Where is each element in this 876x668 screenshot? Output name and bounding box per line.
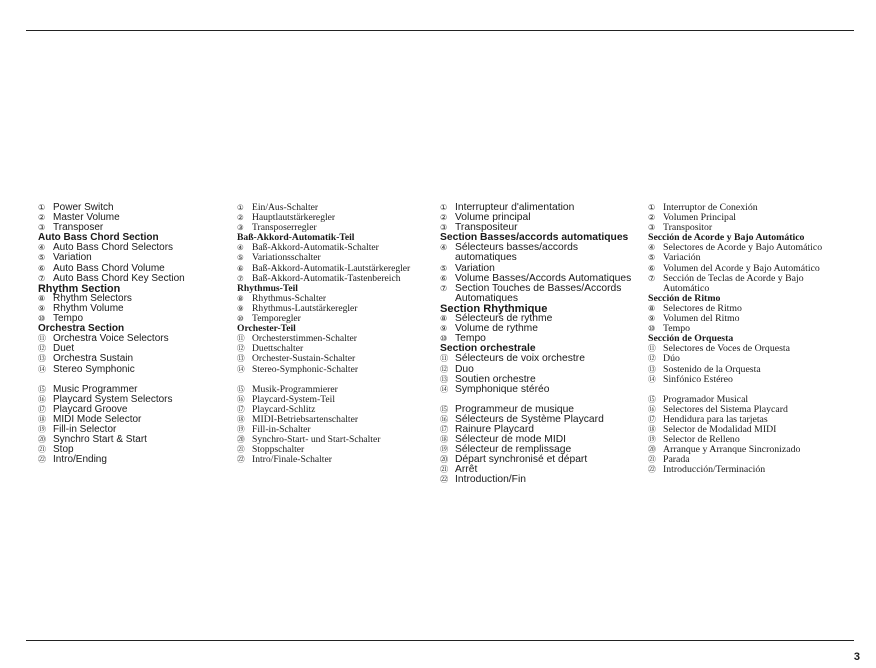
legend-label: Transposer (53, 222, 104, 234)
legend-label: Duet (53, 343, 75, 355)
legend-item (648, 414, 822, 424)
legend-label: Sostenido de la Orquesta (663, 363, 761, 375)
legend-label: Power Switch (53, 202, 114, 213)
legend-item (648, 424, 822, 434)
legend-item (648, 303, 822, 313)
legend-item (648, 263, 822, 273)
section-heading: Sección de Orquesta (648, 333, 734, 345)
legend-label: Variation (53, 252, 92, 264)
legend-label: Variación (663, 252, 701, 264)
legend-label: Stop (53, 444, 74, 456)
legend-number: ⑩ (648, 324, 656, 334)
legend-item (237, 434, 410, 444)
legend-number: ④ (38, 243, 46, 253)
legend-item (440, 434, 631, 444)
legend-number: ㉒ (648, 465, 656, 475)
legend-label: Volumen del Ritmo (663, 313, 740, 325)
legend-label: Baß-Akkord-Automatik-Lautstärkeregler (252, 262, 411, 274)
legend-item (38, 212, 185, 222)
legend-label: Stereo-Symphonic-Schalter (252, 363, 359, 375)
legend-number: ⑥ (440, 273, 448, 283)
legend-item (237, 202, 410, 212)
legend-item (648, 202, 822, 212)
legend-number: ⑫ (648, 354, 656, 364)
legend-column-french (440, 202, 631, 485)
legend-number: ⑬ (38, 354, 46, 364)
legend-label: Volume de rythme (455, 323, 538, 335)
legend-number: ⑦ (648, 273, 656, 283)
legend-label: Volume principal (455, 212, 531, 224)
legend-item (440, 263, 631, 273)
legend-item (38, 303, 185, 313)
legend-label: Playcard-System-Teil (252, 393, 335, 405)
legend-number: ⑰ (237, 404, 245, 414)
legend-label: Transpositeur (455, 222, 518, 234)
bottom-rule (26, 640, 854, 641)
legend-item (237, 384, 410, 394)
legend-label: Symphonique stéréo (455, 383, 550, 395)
legend-label: Selectores de Acorde y Bajo Automático (663, 242, 823, 254)
legend-number: ⑰ (440, 424, 449, 434)
legend-number: ㉑ (38, 445, 46, 455)
legend-label: Programador Musical (663, 393, 749, 405)
legend-label: Playcard System Selectors (53, 393, 173, 405)
legend-label: Volumen Principal (663, 212, 737, 224)
legend-column-spanish (648, 202, 822, 474)
legend-label: Hauptlautstärkeregler (252, 212, 336, 224)
legend-number: ⑯ (440, 414, 449, 424)
legend-number: ㉒ (237, 455, 245, 465)
legend-label: Hendidura para las tarjetas (663, 413, 768, 425)
legend-item (38, 444, 185, 454)
legend-spacer (38, 374, 185, 384)
legend-number: ⑭ (440, 384, 449, 394)
legend-item (237, 343, 410, 353)
legend-item (38, 293, 185, 303)
legend-label: Playcard-Schlitz (252, 403, 316, 415)
legend-label: Arranque y Arranque Sincronizado (663, 444, 801, 456)
legend-number: ⑧ (648, 303, 656, 313)
legend-item (440, 202, 631, 212)
legend-number: ⑩ (237, 314, 244, 324)
legend-item (237, 273, 410, 283)
legend-number: ⑱ (648, 424, 656, 434)
legend-label: Interruptor de Conexión (663, 202, 758, 213)
legend-item (648, 252, 822, 262)
legend-label: Duo (455, 363, 474, 375)
legend-item (237, 353, 410, 363)
legend-number: ⑥ (38, 263, 46, 273)
legend-number: ⑬ (440, 374, 449, 384)
legend-label: Volume Basses/Accords Automatiques (455, 272, 632, 284)
legend-spacer (237, 374, 410, 384)
legend-number: ⑭ (648, 374, 656, 384)
legend-number: ④ (440, 243, 448, 253)
legend-item (38, 454, 185, 464)
legend-item (648, 394, 822, 404)
legend-number: ⑤ (38, 253, 46, 263)
legend-number: ㉑ (237, 445, 245, 455)
legend-label: Stereo Symphonic (53, 363, 135, 375)
legend-item (237, 303, 410, 313)
legend-item-continuation: Automático (663, 282, 710, 294)
legend-item (648, 374, 822, 384)
legend-number: ⑯ (648, 404, 656, 414)
legend-item (440, 464, 631, 474)
legend-number: ⑱ (38, 414, 46, 424)
legend-item (237, 313, 410, 323)
legend-label: Sélecteur de mode MIDI (455, 434, 567, 446)
legend-item (440, 474, 631, 484)
legend-item (440, 313, 631, 323)
legend-item (440, 424, 631, 434)
legend-item (440, 353, 631, 363)
legend-number: ⑥ (648, 263, 656, 273)
legend-number: ⑳ (648, 445, 656, 455)
legend-number: ② (38, 213, 46, 223)
section-heading: Section orchestrale (440, 343, 536, 355)
legend-label: Rainure Playcard (455, 423, 534, 435)
legend-label: Variation (455, 262, 495, 274)
legend-item (38, 414, 185, 424)
legend-item (648, 222, 822, 232)
legend-item (648, 364, 822, 374)
legend-number: ① (648, 203, 656, 212)
legend-item (648, 323, 822, 333)
legend-label: Rhythmus-Schalter (252, 292, 327, 304)
legend-label: Music Programmer (53, 383, 138, 395)
legend-item (440, 384, 631, 394)
legend-number: ⑦ (440, 283, 448, 293)
legend-number: ⑳ (237, 435, 245, 445)
legend-label: Départ synchronisé et départ (455, 454, 588, 466)
legend-item (38, 313, 185, 323)
legend-item (38, 222, 185, 232)
legend-item (237, 444, 410, 454)
legend-item (38, 202, 185, 212)
legend-label: Sinfónico Estéreo (663, 373, 733, 385)
legend-number: ⑥ (237, 263, 244, 273)
legend-label: Arrêt (455, 464, 478, 476)
section-heading: Baß-Akkord-Automatik-Teil (237, 232, 355, 244)
legend-item (38, 242, 185, 252)
legend-number: ③ (38, 223, 46, 233)
legend-spacer (648, 384, 822, 394)
legend-column-english (38, 202, 185, 464)
legend-item (237, 242, 410, 252)
legend-label: Auto Bass Chord Key Section (53, 272, 185, 284)
legend-label: Soutien orchestre (455, 373, 536, 385)
legend-item (440, 283, 631, 293)
legend-label: Baß-Akkord-Automatik-Tastenbereich (252, 272, 401, 284)
legend-number: ⑪ (237, 334, 245, 344)
legend-label: Rhythm Volume (53, 302, 124, 314)
legend-label: Orchestra Voice Selectors (53, 333, 169, 345)
legend-item (38, 333, 185, 343)
legend-item (648, 313, 822, 323)
legend-item (440, 364, 631, 374)
legend-number: ㉒ (38, 455, 46, 465)
legend-item (648, 353, 822, 363)
section-heading: Auto Bass Chord Section (38, 232, 159, 244)
legend-label: Tempo (53, 313, 84, 325)
legend-number: ⑪ (648, 344, 656, 354)
legend-number: ⑲ (440, 445, 449, 455)
legend-number: ⑱ (237, 414, 245, 424)
legend-item (237, 263, 410, 273)
section-heading: Section Basses/accords automatiques (440, 232, 629, 244)
legend-number: ⑳ (38, 435, 46, 445)
legend-item (440, 212, 631, 222)
legend-item (648, 454, 822, 464)
legend-item (38, 434, 185, 444)
legend-column-german (237, 202, 410, 464)
legend-label: Orchestra Sustain (53, 353, 134, 365)
legend-label: Interrupteur d'alimentation (455, 202, 575, 213)
section-heading: Section Rhythmique (440, 302, 548, 315)
legend-label: Volumen del Acorde y Bajo Automático (663, 262, 820, 274)
legend-item (38, 394, 185, 404)
legend-item (237, 424, 410, 434)
legend-label: Sélecteurs de voix orchestre (455, 353, 585, 365)
legend-item (38, 273, 185, 283)
legend-label: Stoppschalter (252, 444, 305, 456)
legend-number: ⑫ (440, 364, 449, 374)
legend-label: Intro/Finale-Schalter (252, 454, 332, 466)
legend-label: Baß-Akkord-Automatik-Schalter (252, 242, 379, 254)
legend-label: Fill-in Selector (53, 423, 117, 435)
legend-item (237, 293, 410, 303)
legend-label: Playcard Groove (53, 403, 128, 415)
legend-number: ② (648, 213, 656, 223)
legend-number: ⑧ (440, 314, 448, 324)
legend-item (237, 212, 410, 222)
legend-label: Master Volume (53, 212, 120, 224)
legend-number: ① (38, 203, 46, 212)
legend-number: ⑮ (38, 384, 46, 394)
legend-number: ② (440, 213, 448, 223)
legend-item-continuation: Automatiques (455, 292, 518, 304)
legend-item (237, 404, 410, 414)
legend-label: Rhythmus-Lautstärkeregler (252, 302, 358, 314)
legend-item (648, 212, 822, 222)
legend-item (440, 222, 631, 232)
section-heading: Orchester-Teil (237, 323, 296, 335)
legend-item (38, 252, 185, 262)
legend-number: ⑩ (38, 314, 46, 324)
legend-number: ⑯ (237, 394, 245, 404)
legend-item (38, 424, 185, 434)
legend-label: Sélecteur de remplissage (455, 444, 572, 456)
legend-label: MIDI Mode Selector (53, 413, 142, 425)
legend-item (648, 464, 822, 474)
legend-label: Fill-in-Schalter (252, 423, 311, 435)
legend-number: ① (237, 203, 244, 212)
legend-number: ⑦ (38, 273, 46, 283)
legend-item (440, 444, 631, 454)
legend-number: ④ (648, 243, 656, 253)
legend-label: Tempo (663, 323, 691, 335)
legend-number: ⑲ (648, 435, 656, 445)
legend-label: Orchesterstimmen-Schalter (252, 333, 357, 345)
legend-label: Sélecteurs de Système Playcard (455, 413, 604, 425)
legend-number: ⑫ (237, 344, 245, 354)
legend-label: Synchro-Start- und Start-Schalter (252, 434, 381, 446)
section-heading: Orchestra Section (38, 323, 125, 335)
legend-number: ⑯ (38, 394, 46, 404)
legend-item (648, 242, 822, 252)
legend-item (237, 394, 410, 404)
legend-label: Sélecteurs de rythme (455, 313, 553, 325)
legend-spacer (440, 394, 631, 404)
legend-item (648, 444, 822, 454)
legend-item (440, 273, 631, 283)
legend-label: Selectores de Voces de Orquesta (663, 343, 790, 355)
legend-label: Transpositor (663, 222, 713, 234)
legend-item-continuation: automatiques (455, 252, 517, 264)
legend-number: ㉑ (648, 455, 656, 465)
section-heading: Rhythm Section (38, 282, 121, 295)
legend-item (440, 242, 631, 252)
legend-number: ⑫ (38, 344, 46, 354)
legend-label: Musik-Programmierer (252, 383, 338, 395)
legend-label: Selector de Relleno (663, 434, 740, 446)
legend-number: ㉑ (440, 465, 449, 475)
legend-label: Selectores del Sistema Playcard (663, 403, 788, 415)
legend-item (38, 404, 185, 414)
legend-label: Rhythm Selectors (53, 292, 132, 304)
legend-label: Auto Bass Chord Selectors (53, 242, 174, 254)
legend-number: ② (237, 213, 244, 223)
legend-number: ⑰ (648, 414, 656, 424)
legend-number: ⑭ (237, 364, 245, 374)
legend-label: Transposerregler (252, 222, 317, 234)
legend-number: ⑨ (648, 314, 656, 324)
legend-label: Dúo (663, 353, 680, 365)
legend-item (38, 353, 185, 363)
legend-label: Selectores de Ritmo (663, 302, 742, 314)
legend-label: Orchester-Sustain-Schalter (252, 353, 356, 365)
legend-item (440, 404, 631, 414)
legend-label: Programmeur de musique (455, 403, 575, 415)
section-heading: Sección de Ritmo (648, 292, 721, 304)
legend-label: MIDI-Betriebsartenschalter (252, 413, 359, 425)
legend-item (38, 343, 185, 353)
legend-item (648, 343, 822, 353)
section-heading: Rhythmus-Teil (237, 282, 298, 294)
legend-item (648, 273, 822, 283)
legend-label: Intro/Ending (53, 454, 107, 466)
legend-label: Temporegler (252, 313, 301, 325)
legend-item (237, 222, 410, 232)
legend-number: ⑲ (38, 424, 46, 434)
legend-label: Selector de Modalidad MIDI (663, 423, 777, 435)
top-rule (26, 30, 854, 31)
legend-label: Section Touches de Basses/Accords (455, 282, 622, 294)
legend-number: ⑰ (38, 404, 46, 414)
legend-item (440, 323, 631, 333)
legend-number: ㉒ (440, 475, 449, 485)
legend-label: Ein/Aus-Schalter (252, 202, 319, 213)
legend-number: ⑮ (648, 394, 656, 404)
legend-item (38, 364, 185, 374)
legend-number: ④ (237, 243, 244, 253)
legend-item (440, 374, 631, 384)
legend-number: ⑤ (440, 263, 448, 273)
legend-item (237, 364, 410, 374)
legend-item (237, 414, 410, 424)
legend-label: Introducción/Terminación (663, 464, 766, 476)
legend-number: ⑪ (440, 354, 449, 364)
legend-number: ⑳ (440, 455, 449, 465)
legend-item (440, 454, 631, 464)
legend-item (440, 414, 631, 424)
legend-number: ⑨ (440, 324, 448, 334)
legend-label: Parada (663, 454, 690, 466)
legend-number: ③ (648, 223, 656, 233)
legend-label: Variationsschalter (252, 252, 321, 264)
legend-number: ⑤ (237, 253, 244, 263)
legend-label: Synchro Start & Start (53, 434, 147, 446)
legend-number: ⑮ (440, 404, 449, 414)
legend-number: ⑦ (237, 273, 244, 283)
legend-number: ⑧ (237, 293, 244, 303)
page-number: 3 (853, 651, 860, 663)
legend-number: ⑨ (237, 303, 244, 313)
legend-number: ③ (237, 223, 244, 233)
legend-label: Sección de Teclas de Acorde y Bajo (663, 272, 804, 284)
legend-number: ① (440, 203, 448, 212)
legend-item (648, 434, 822, 444)
legend-number: ⑲ (237, 424, 245, 434)
legend-item (648, 404, 822, 414)
legend-item (38, 384, 185, 394)
legend-number: ⑮ (237, 384, 245, 394)
legend-number: ⑬ (237, 354, 245, 364)
legend-item (237, 333, 410, 343)
legend-label: Duettschalter (252, 343, 304, 355)
legend-number: ⑩ (440, 334, 448, 344)
legend-label: Tempo (455, 333, 486, 345)
legend-number: ⑱ (440, 435, 449, 445)
legend-number: ⑧ (38, 293, 46, 303)
legend-label: Sélecteurs basses/accords (455, 242, 579, 254)
legend-item (237, 252, 410, 262)
legend-item (440, 333, 631, 343)
legend-number: ⑬ (648, 364, 656, 374)
legend-item (237, 454, 410, 464)
legend-number: ⑤ (648, 253, 656, 263)
legend-number: ⑪ (38, 334, 46, 344)
legend-number: ③ (440, 223, 448, 233)
legend-label: Auto Bass Chord Volume (53, 262, 165, 274)
section-heading: Sección de Acorde y Bajo Automático (648, 232, 805, 244)
legend-number: ⑨ (38, 303, 46, 313)
legend-number: ⑭ (38, 364, 46, 374)
legend-item (38, 263, 185, 273)
legend-label: Introduction/Fin (455, 474, 526, 486)
